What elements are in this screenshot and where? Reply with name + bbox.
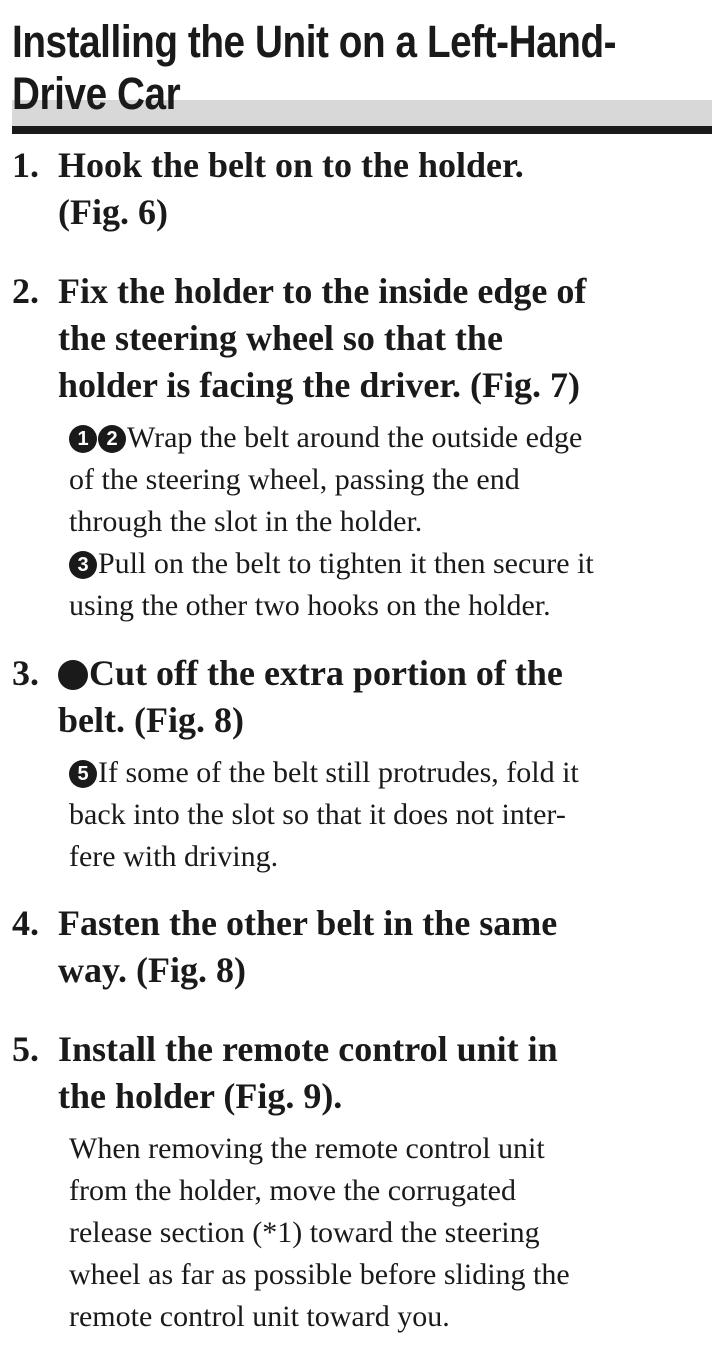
- step-1-heading: 1. Hook the belt on to the holder. (Fig. 6): [12, 142, 712, 236]
- title-line-2: Drive Car: [12, 68, 181, 119]
- step-3-number: 3.: [12, 653, 39, 693]
- marker-3-icon: 3: [69, 551, 97, 579]
- marker-4-icon: 4: [58, 660, 88, 690]
- marker-1-icon: 1: [69, 425, 97, 453]
- step-2: [12, 268, 712, 627]
- step-1: [12, 142, 712, 236]
- title-underline-black: [12, 126, 712, 134]
- marker-5-icon: 5: [69, 760, 97, 788]
- step-3-heading: 3. 4 Cut off the extra portion of the belt. (Fig. 8): [12, 650, 712, 744]
- step-3-body: 5 If some of the belt still protrudes, fold it back into the slot so that it does not inter- fere with driving.: [69, 756, 579, 873]
- section-title: [12, 16, 714, 120]
- step-4: [12, 900, 712, 994]
- step-5-heading: 5. Install the remote control unit in the holder (Fig. 9).: [12, 1026, 712, 1120]
- step-4-number: 4.: [12, 903, 39, 943]
- step-5-number: 5.: [12, 1029, 39, 1069]
- step-2-body: 1 2 Wrap the belt around the outside edge of the steering wheel, passing the end through the slot in the holder. 3 Pull on the belt to tighten it then secure it using the other two hooks on the holder.: [69, 421, 594, 622]
- step-2-heading: 2. Fix the holder to the inside edge of the steering wheel so that the holder is facing the driver. (Fig. 7): [12, 268, 712, 409]
- step-1-number: 1.: [12, 145, 39, 185]
- step-5-body: When removing the remote control unit from the holder, move the corrugated release section (*1) toward the steering wheel as far as possible before sliding the remote control unit toward you.: [69, 1132, 570, 1333]
- step-2-number: 2.: [12, 271, 39, 311]
- step-5: [12, 1026, 712, 1338]
- marker-2-icon: 2: [98, 425, 126, 453]
- title-line-1: Installing the Unit on a Left-Hand-: [12, 16, 617, 67]
- step-3: [12, 650, 712, 878]
- step-4-heading: 4. Fasten the other belt in the same way. (Fig. 8): [12, 900, 712, 994]
